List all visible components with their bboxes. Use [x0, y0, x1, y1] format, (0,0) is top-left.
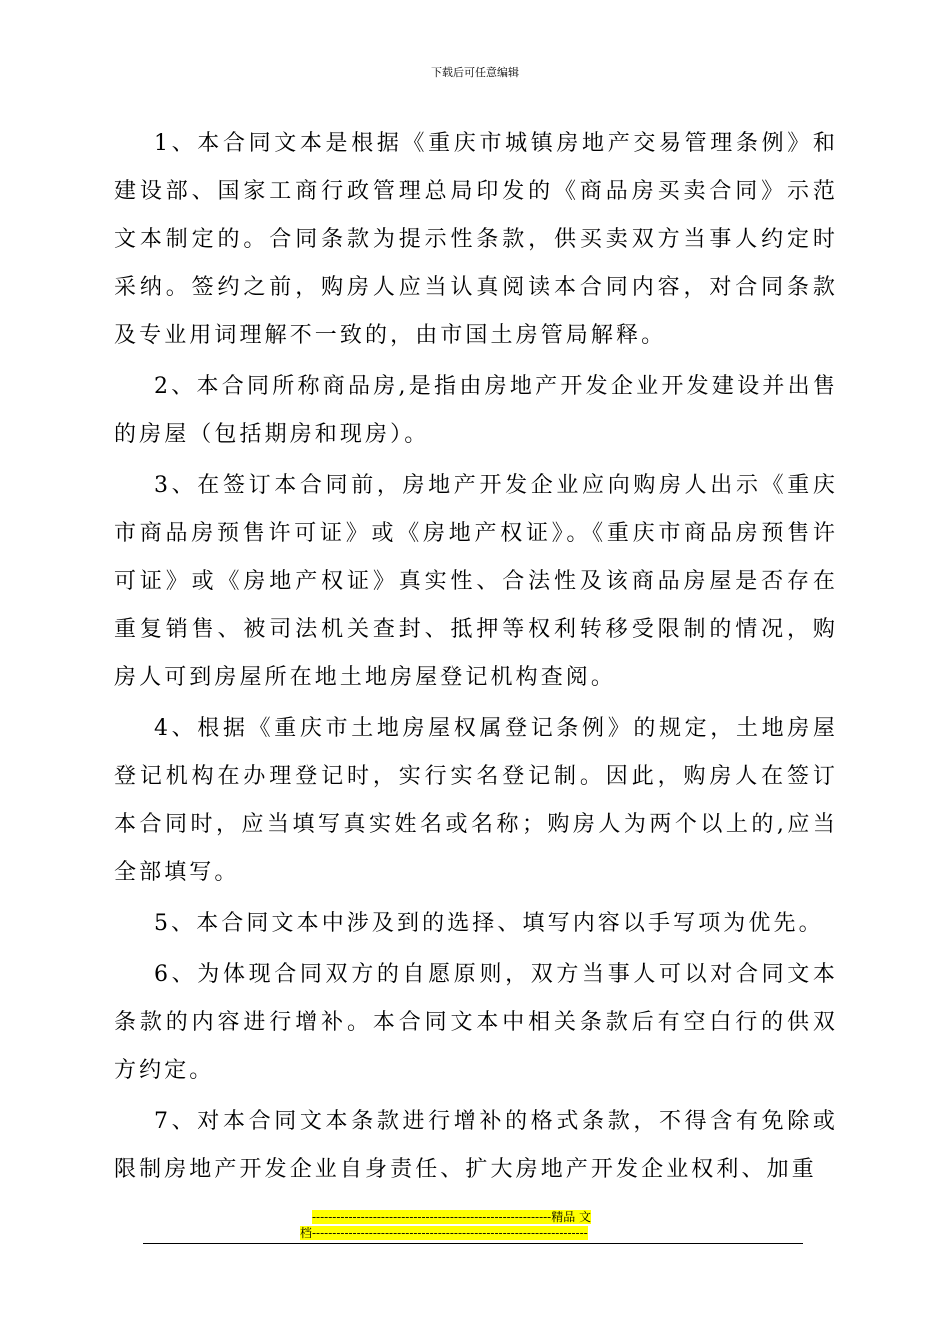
- footer-watermark-line-1: -----------------------------------------------------------精品 文: [312, 1210, 592, 1224]
- paragraph-5: 5、本合同文本中涉及到的选择、填写内容以手写项为优先。: [154, 911, 824, 936]
- document-body: [114, 120, 838, 1197]
- footer-divider: [143, 1243, 803, 1244]
- footer-watermark-line-2: 档--------------------------------------------------------------------: [300, 1226, 588, 1240]
- paragraph-1: 1、本合同文本是根据《重庆市城镇房地产交易管理条例》和建设部、国家工商行政管理总局印发的《商品房买卖合同》示范文本制定的。合同条款为提示性条款，供买卖双方当事人约定时采纳。签约之前，购房人应当认真阅读本合同内容，对合同条款及专业用词理解不一致的，由市国土房管局解释。: [114, 131, 838, 348]
- page-header-note: 下载后可任意编辑: [431, 66, 519, 79]
- paragraph-4: 4、根据《重庆市土地房屋权属登记条例》的规定，土地房屋登记机构在办理登记时，实行实名登记制。因此，购房人在签订本合同时，应当填写真实姓名或名称；购房人为两个以上的,应当全部填写。: [114, 716, 838, 885]
- paragraph-7: 7、对本合同文本条款进行增补的格式条款，不得含有免除或限制房地产开发企业自身责任、扩大房地产开发企业权利、加重: [114, 1109, 838, 1182]
- paragraph-3: 3、在签订本合同前，房地产开发企业应向购房人出示《重庆市商品房预售许可证》或《房地产权证》。《重庆市商品房预售许可证》或《房地产权证》真实性、合法性及该商品房屋是否存在重复销售、被司法机关查封、抵押等权利转移受限制的情况，购房人可到房屋所在地土地房屋登记机构查阅。: [114, 473, 838, 690]
- paragraph-6: 6、为体现合同双方的自愿原则，双方当事人可以对合同文本条款的内容进行增补。本合同文本中相关条款后有空白行的供双方约定。: [114, 962, 838, 1083]
- paragraph-2: 2、本合同所称商品房,是指由房地产开发企业开发建设并出售的房屋（包括期房和现房）。: [114, 374, 838, 447]
